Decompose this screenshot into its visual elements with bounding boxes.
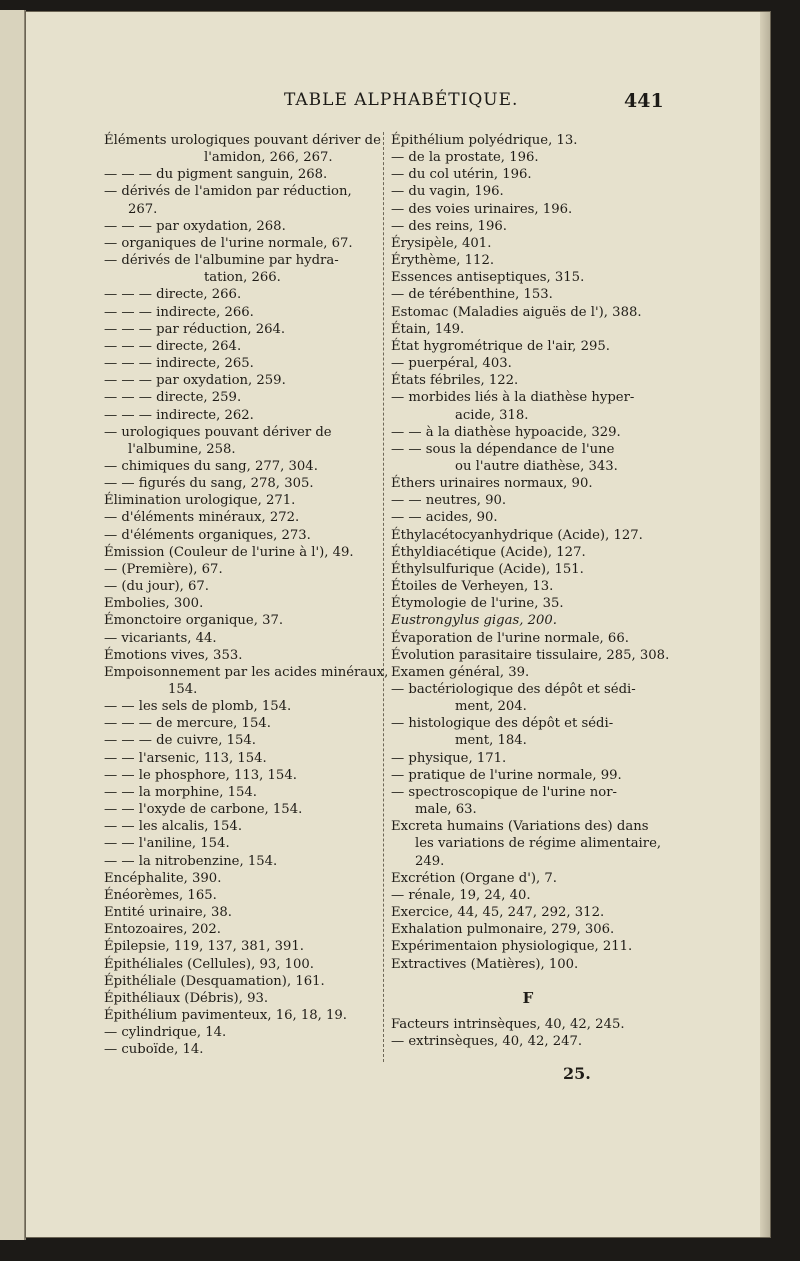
index-entry: — de térébenthine, 153. [391,287,553,303]
index-entry: Exercice, 44, 45, 247, 292, 312. [391,905,605,921]
index-entry: Éthyldiacétique (Acide), 127. [391,544,586,560]
index-entry: — bactériologique des dépôt et sédi- [391,682,636,697]
book-page [26,12,770,1237]
index-entry: — (du jour), 67. [104,579,209,595]
index-entry: — de la prostate, 196. [391,150,539,166]
index-entry: — — figurés du sang, 278, 305. [104,476,314,492]
index-entry: — — la morphine, 154. [104,784,257,800]
index-entry: — — sous la dépendance de l'une [391,441,615,457]
index-entry: Embolies, 300. [104,596,204,612]
index-entry: — — — par oxydation, 259. [104,373,286,389]
index-entry: Étain, 149. [391,321,465,337]
index-entry: — — — par oxydation, 268. [104,218,286,234]
index-entry: Eustrongylus gigas, 200. [391,613,557,629]
index-entry: — des reins, 196. [391,218,507,234]
index-entry: Excreta humains (Variations des) dans [391,819,649,835]
index-entry: Épilepsie, 119, 137, 381, 391. [104,939,304,955]
index-entry: — du col utérin, 196. [391,167,532,183]
index-entry: — puerpéral, 403. [391,356,512,372]
index-entry: — spectroscopique de l'urine nor- [391,784,617,800]
previous-page-edge [0,10,26,1240]
index-entry: 267. [128,201,158,217]
index-entry: — — — du pigment sanguin, 268. [104,167,328,183]
index-entry: — (Première), 67. [104,561,223,577]
index-entry: — vicariants, 44. [104,630,217,646]
index-entry: — urologiques pouvant dériver de [104,424,332,440]
index-entry: — organiques de l'urine normale, 67. [104,235,353,251]
index-entry: Examen général, 39. [391,664,530,680]
index-entry: — dérivés de l'albumine par hydra- [104,253,339,269]
index-entry: Énéorèmes, 165. [104,887,217,903]
index-entry: — — l'arsenic, 113, 154. [104,750,267,766]
index-entry: Exhalation pulmonaire, 279, 306. [391,922,615,938]
index-entries-e [391,132,670,973]
index-entry: Émotions vives, 353. [104,647,243,663]
index-entry: — — — directe, 264. [104,338,242,354]
index-entry: — — neutres, 90. [391,493,507,509]
index-entry: Émission (Couleur de l'urine à l'), 49. [104,544,354,560]
index-entry: Essences antiseptiques, 315. [391,270,585,286]
index-entry: male, 63. [415,802,477,818]
index-entry: — cuboïde, 14. [104,1042,204,1058]
index-entry: Éléments urologiques pouvant dériver de [104,133,381,148]
index-entry: — — — par réduction, 264. [104,321,286,337]
page-number: 441 [624,90,664,112]
index-entry: — — — indirecte, 262. [104,407,254,423]
index-entry: Épithéliaux (Débris), 93. [104,990,269,1006]
index-entry: Éthers urinaires normaux, 90. [391,476,593,492]
index-entry: Éthylsulfurique (Acide), 151. [391,561,584,577]
signature-mark: 25. [563,1064,591,1083]
index-entry: Érysipèle, 401. [391,235,492,251]
index-entry: les variations de régime alimentaire, [415,836,662,852]
index-entry: Évolution parasitaire tissulaire, 285, 308. [391,647,670,663]
index-entry: Évaporation de l'urine normale, 66. [391,630,629,646]
index-entry: — physique, 171. [391,750,507,766]
index-entry: — extrinsèques, 40, 42, 247. [391,1033,583,1049]
index-entry: — — acides, 90. [391,510,498,526]
index-entry: Encéphalite, 390. [104,870,222,886]
index-entry: — — — directe, 266. [104,287,242,303]
index-entry: l'albumine, 258. [128,441,236,457]
index-entry: — du vagin, 196. [391,184,504,200]
index-column-left [104,132,389,1058]
index-entry: — — la nitrobenzine, 154. [104,853,278,869]
index-entry: Élimination urologique, 271. [104,493,296,509]
index-entry: — — — indirecte, 265. [104,356,254,372]
index-entry: l'amidon, 266, 267. [204,150,333,166]
index-entry: — — les alcalis, 154. [104,819,243,835]
section-letter-f: F [522,988,534,1007]
index-entry: Émonctoire organique, 37. [104,613,284,629]
index-entry: Excrétion (Organe d'), 7. [391,870,557,886]
index-entries-f [391,1016,665,1050]
index-entry: tation, 266. [204,270,281,286]
index-entry: 154. [168,682,198,697]
index-entry: Épithéliale (Desquamation), 161. [104,973,325,989]
index-entry: — — le phosphore, 113, 154. [104,767,297,783]
page-title: TABLE ALPHABÉTIQUE. [284,90,519,110]
index-entry: Estomac (Maladies aiguës de l'), 388. [391,304,642,320]
index-entry: Éthylacétocyanhydrique (Acide), 127. [391,527,643,543]
index-entry: Expérimentaion physiologique, 211. [391,939,633,955]
index-entry: Entité urinaire, 38. [104,905,232,921]
index-entry: — — l'oxyde de carbone, 154. [104,802,303,818]
index-entry: — rénale, 19, 24, 40. [391,887,531,903]
index-entry: Épithélium pavimenteux, 16, 18, 19. [104,1007,348,1023]
index-entry: — — l'aniline, 154. [104,836,230,852]
index-entry: Extractives (Matières), 100. [391,956,579,972]
index-entry: — — — de mercure, 154. [104,716,271,732]
index-entry: Facteurs intrinsèques, 40, 42, 245. [391,1016,625,1032]
index-entry: — chimiques du sang, 277, 304. [104,458,318,474]
index-entry: Épithélium polyédrique, 13. [391,133,578,148]
index-entry: — pratique de l'urine normale, 99. [391,767,622,783]
index-entry: — — à la diathèse hypoacide, 329. [391,424,621,440]
page-edge-shadow [760,12,770,1237]
index-entry: ment, 204. [455,699,527,715]
index-entry: 249. [415,853,445,869]
index-entry: — — — directe, 259. [104,390,242,406]
column-divider [383,132,384,1062]
index-entry: État hygrométrique de l'air, 295. [391,338,610,354]
index-column-right [391,132,670,1050]
index-entry: Empoisonnement par les acides minéraux, [104,664,389,680]
index-entry: — — les sels de plomb, 154. [104,699,292,715]
index-entry: ment, 184. [455,733,527,749]
index-entry: Étymologie de l'urine, 35. [391,596,564,612]
index-entry: — morbides liés à la diathèse hyper- [391,390,635,406]
index-entry: ou l'autre diathèse, 343. [455,458,618,474]
index-entry: — d'éléments minéraux, 272. [104,510,300,526]
index-entry: — histologique des dépôt et sédi- [391,716,614,732]
index-entry: acide, 318. [455,407,529,423]
index-entry: Épithéliales (Cellules), 93, 100. [104,956,314,972]
index-entry: Érythème, 112. [391,253,495,269]
index-entry: — des voies urinaires, 196. [391,201,573,217]
index-entry: — d'éléments organiques, 273. [104,527,311,543]
index-entry: États fébriles, 122. [391,373,519,389]
index-entry: — — — indirecte, 266. [104,304,254,320]
index-entry: Étoiles de Verheyen, 13. [391,579,554,595]
index-entry: — dérivés de l'amidon par réduction, [104,184,352,200]
index-entry: Entozoaires, 202. [104,922,221,938]
index-entry: — cylindrique, 14. [104,1025,227,1041]
index-entry: — — — de cuivre, 154. [104,733,256,749]
